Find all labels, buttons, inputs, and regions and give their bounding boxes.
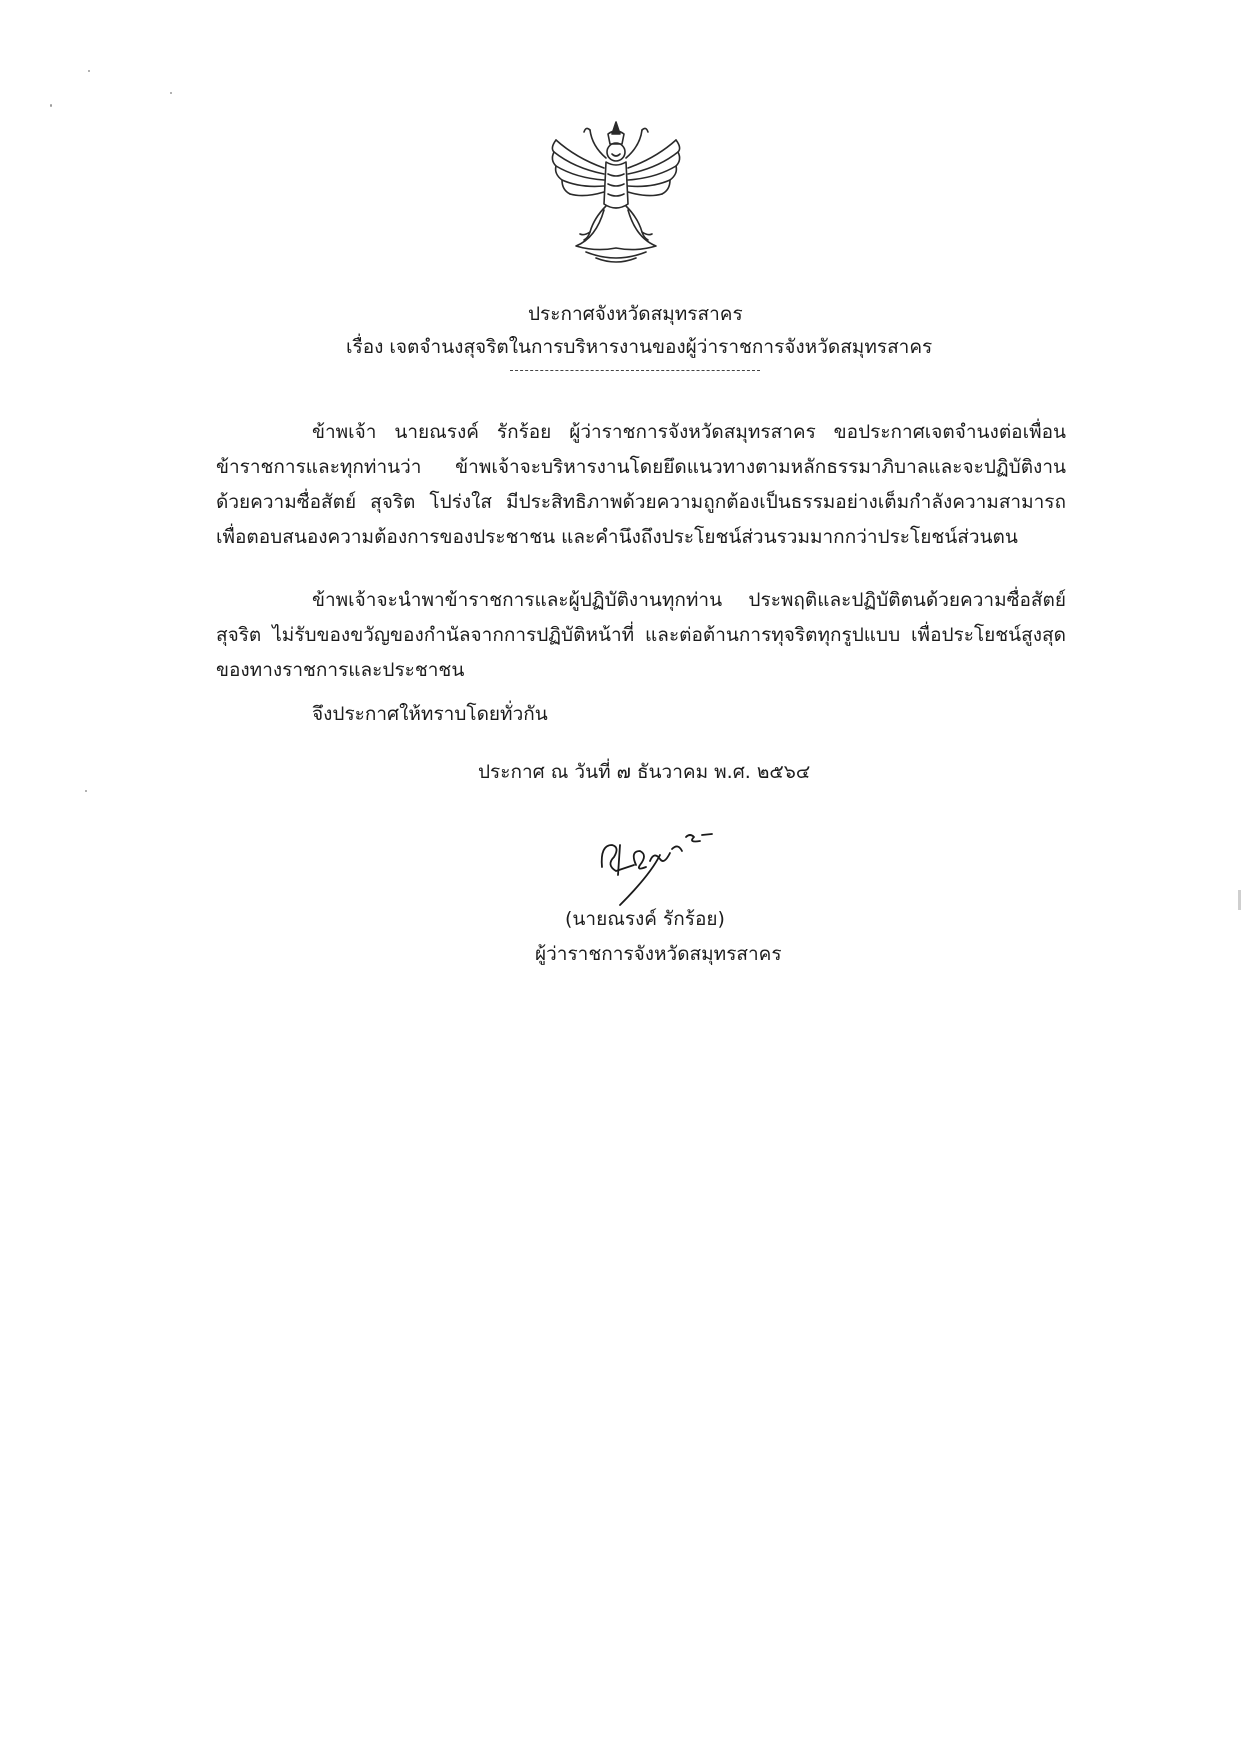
announcement-subject: เรื่อง เจตจำนงสุจริตในการบริหารงานของผู้ว่าราชการจังหวัดสมุทรสาคร — [346, 336, 933, 358]
signer-title: ผู้ว่าราชการจังหวัดสมุทรสาคร — [535, 943, 782, 965]
scan-speck — [50, 104, 52, 107]
scan-speck — [170, 92, 172, 94]
separator-line — [510, 370, 760, 371]
announcement-date: ประกาศ ณ วันที่ ๗ ธันวาคม พ.ศ. ๒๕๖๔ — [478, 761, 811, 783]
body-paragraph-1: ข้าพเจ้า นายณรงค์ รักร้อย ผู้ว่าราชการจังหวัดสมุทรสาคร ขอประกาศเจตจำนงต่อเพื่อนข้าราชการและทุกท่านว่า ข้าพเจ้าจะบริหารงานโดยยึดแนวทางตามหลักธรรมาภิบาลและจะปฏิบัติงานด้วยความซื่อสัตย์ สุจริต โปร่งใส มีประสิทธิภาพด้วยความถูกต้องเป็นธรรมอย่างเต็มกำลังความสามารถเพื่อตอบสนองความต้องการของประชาชน และคำนึงถึงประโยชน์ส่วนรวมมากกว่าประโยชน์ส่วนตน — [216, 421, 1066, 548]
closing-statement: จึงประกาศให้ทราบโดยทั่วกัน — [312, 703, 548, 725]
garuda-emblem-icon — [546, 118, 686, 268]
announcement-title: ประกาศจังหวัดสมุทรสาคร — [528, 303, 743, 325]
handwritten-signature-icon — [590, 815, 730, 915]
scan-speck — [85, 790, 87, 792]
signer-name: (นายณรงค์ รักร้อย) — [565, 908, 725, 930]
scan-speck — [88, 70, 90, 72]
body-paragraph-2: ข้าพเจ้าจะนำพาข้าราชการและผู้ปฏิบัติงานทุกท่าน ประพฤติและปฏิบัติตนด้วยความซื่อสัตย์สุจริต ไม่รับของขวัญของกำนัลจากการปฏิบัติหน้าที่ และต่อต้านการทุจริตทุกรูปแบบ เพื่อประโยชน์สูงสุดของทางราชการและประชาชน — [216, 589, 1066, 681]
